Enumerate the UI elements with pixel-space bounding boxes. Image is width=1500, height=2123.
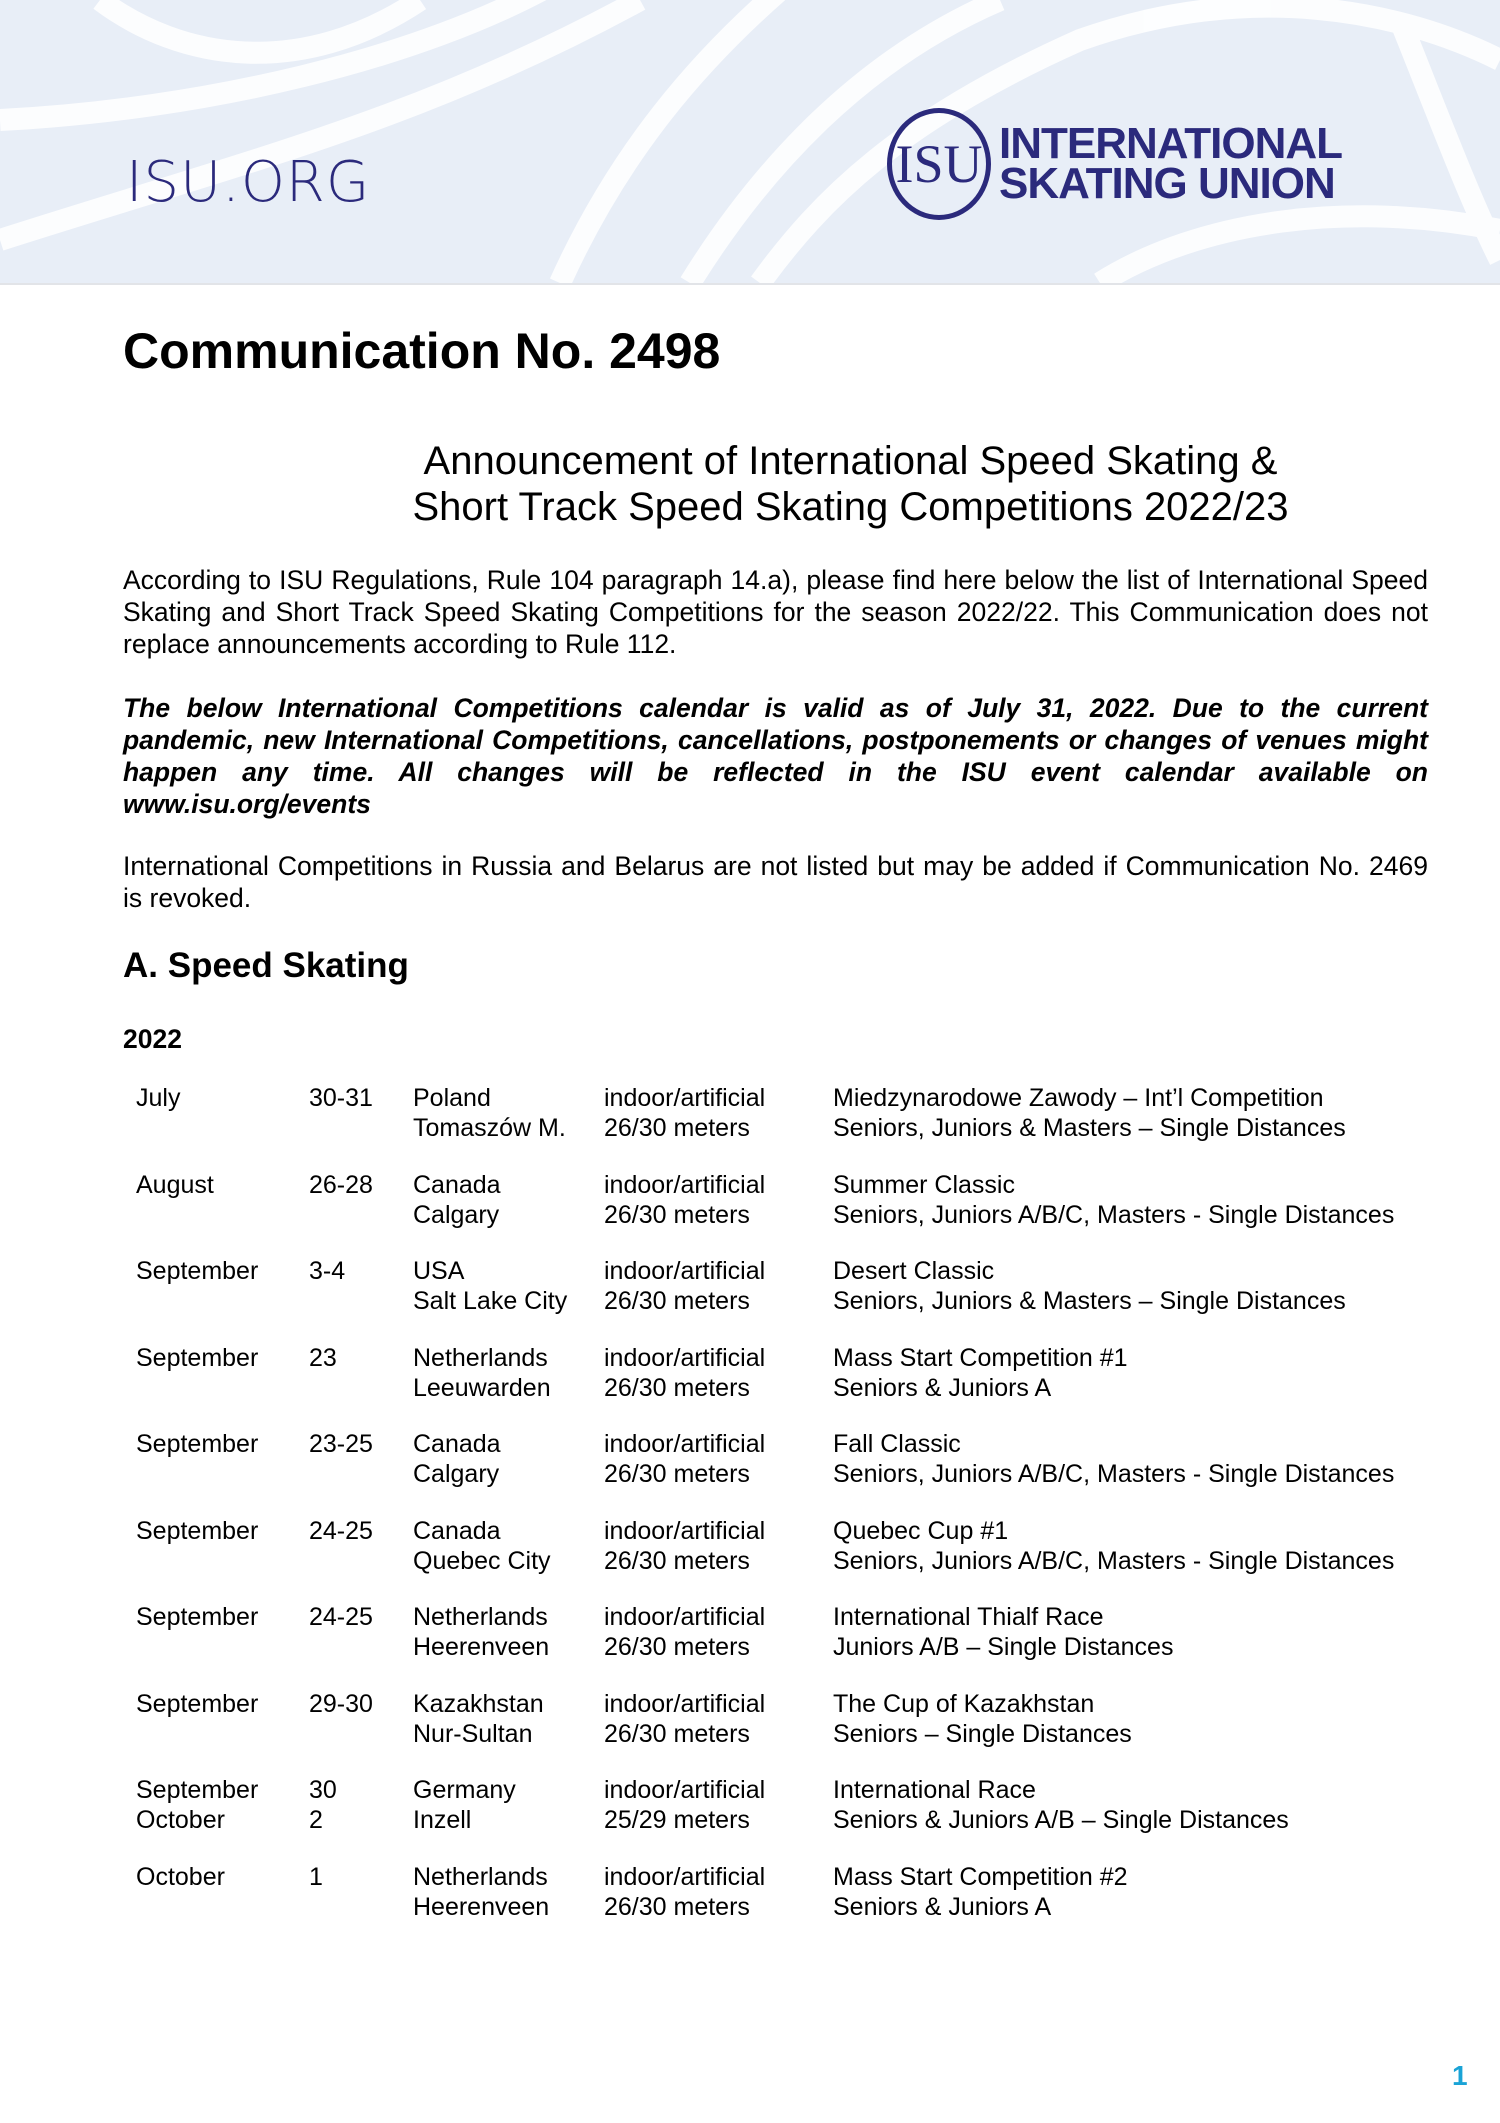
event-competition-category: Seniors & Juniors A <box>833 1373 1052 1402</box>
event-venue <box>604 1775 765 1835</box>
event-competition-category: Seniors, Juniors A/B/C, Masters - Single Distances <box>833 1460 1395 1488</box>
event-venue-track: 26/30 meters <box>604 1373 750 1402</box>
event-location <box>413 1689 544 1749</box>
event-competition-name: Fall Classic <box>833 1430 961 1458</box>
event-month: September October <box>136 1776 259 1834</box>
event-venue-track: 26/30 meters <box>604 1719 750 1748</box>
event-location <box>413 1083 566 1143</box>
event-month: July <box>136 1084 181 1112</box>
notice-paragraph: The below International Competitions calendar is valid as of July 31, 2022. Due to the current pandemic, new International Competitions, cancellations, postponements or changes of venues might happen any time. All changes will be reflected in the ISU event calendar available on www.isu.org/events <box>123 693 1428 819</box>
event-row <box>0 1689 1500 1753</box>
event-venue-track: 26/30 meters <box>604 1200 750 1229</box>
event-competition <box>833 1429 1394 1489</box>
year-heading: 2022 <box>123 1024 182 1054</box>
event-venue-venue: indoor/artificial <box>604 1257 766 1285</box>
event-competition <box>833 1516 1394 1576</box>
event-location-country: USA <box>413 1257 465 1285</box>
event-venue-track: 26/30 meters <box>604 1633 750 1661</box>
event-month: September <box>136 1689 259 1718</box>
event-location <box>413 1862 549 1922</box>
event-competition-category: Seniors – Single Distances <box>833 1719 1132 1748</box>
isu-logo <box>887 108 1342 220</box>
event-row <box>0 1602 1500 1666</box>
event-location-country: Netherlands <box>413 1343 548 1372</box>
event-location-country: Canada <box>413 1516 501 1545</box>
event-row <box>0 1775 1500 1839</box>
header-banner <box>0 0 1500 285</box>
event-location <box>413 1775 516 1835</box>
event-location-country: Canada <box>413 1430 501 1458</box>
event-location-city: Heerenveen <box>413 1892 550 1921</box>
event-location-country: Canada <box>413 1170 501 1199</box>
event-row <box>0 1429 1500 1493</box>
event-row <box>0 1083 1500 1147</box>
event-month: September <box>136 1603 259 1631</box>
event-venue-track: 25/29 meters <box>604 1806 750 1834</box>
event-row <box>0 1516 1500 1580</box>
event-competition <box>833 1775 1289 1835</box>
event-days: 30 2 <box>309 1776 337 1834</box>
event-days: 1 <box>309 1862 323 1891</box>
event-venue-track: 26/30 meters <box>604 1460 750 1488</box>
event-competition-name: Quebec Cup #1 <box>833 1516 1009 1545</box>
event-days: 23 <box>309 1343 337 1372</box>
event-location <box>413 1256 567 1316</box>
event-competition-name: Mass Start Competition #1 <box>833 1343 1128 1372</box>
event-venue-track: 26/30 meters <box>604 1546 750 1575</box>
event-days: 29-30 <box>309 1689 373 1718</box>
event-days: 24-25 <box>309 1516 373 1545</box>
event-location-city: Inzell <box>413 1806 472 1834</box>
event-location-city: Leeuwarden <box>413 1373 551 1402</box>
event-venue <box>604 1862 765 1922</box>
logo-name-line-2: SKATING UNION <box>999 159 1335 208</box>
event-competition-category: Seniors, Juniors A/B/C, Masters - Single Distances <box>833 1546 1395 1575</box>
event-venue-venue: indoor/artificial <box>604 1343 766 1372</box>
event-venue-track: 26/30 meters <box>604 1114 750 1142</box>
event-days: 23-25 <box>309 1430 373 1458</box>
event-competition-category: Seniors & Juniors A <box>833 1892 1052 1921</box>
event-location-city: Calgary <box>413 1200 500 1229</box>
event-venue <box>604 1343 765 1403</box>
event-row <box>0 1170 1500 1234</box>
event-competition-category: Seniors & Juniors A/B – Single Distances <box>833 1806 1289 1834</box>
event-venue-venue: indoor/artificial <box>604 1862 766 1891</box>
event-competition <box>833 1689 1132 1749</box>
event-competition <box>833 1256 1346 1316</box>
event-location <box>413 1343 551 1403</box>
event-location <box>413 1602 549 1662</box>
subtitle <box>123 438 1428 530</box>
page-number: 1 <box>1452 2060 1468 2091</box>
event-month: September <box>136 1430 259 1458</box>
event-location <box>413 1170 501 1230</box>
event-competition-name: International Thialf Race <box>833 1603 1104 1631</box>
event-competition-category: Seniors, Juniors A/B/C, Masters - Single Distances <box>833 1200 1395 1229</box>
event-competition-category: Seniors, Juniors & Masters – Single Distances <box>833 1114 1346 1142</box>
event-row <box>0 1256 1500 1320</box>
event-competition-name: International Race <box>833 1776 1036 1804</box>
event-venue-venue: indoor/artificial <box>604 1430 766 1458</box>
event-month: September <box>136 1343 259 1372</box>
event-venue <box>604 1256 765 1316</box>
logo-name-line-1: INTERNATIONAL <box>999 119 1343 168</box>
event-competition-category: Seniors, Juniors & Masters – Single Distances <box>833 1287 1346 1315</box>
event-location-city: Heerenveen <box>413 1633 550 1661</box>
event-location-city: Calgary <box>413 1460 500 1488</box>
event-competition-name: Summer Classic <box>833 1170 1015 1199</box>
event-days: 24-25 <box>309 1603 373 1631</box>
event-competition <box>833 1602 1173 1662</box>
event-row <box>0 1862 1500 1926</box>
site-url: ISU.ORG <box>126 150 371 215</box>
section-heading: A. Speed Skating <box>123 946 409 985</box>
event-venue-venue: indoor/artificial <box>604 1084 766 1112</box>
event-venue <box>604 1429 765 1489</box>
event-location-country: Kazakhstan <box>413 1689 544 1718</box>
intro-paragraph: According to ISU Regulations, Rule 104 paragraph 14.a), please find here below the list of International Speed Skating and Short Track Speed Skating Competitions for the season 2022/22. This Communication does not replace announcements according to Rule 112. <box>123 565 1428 659</box>
event-venue-venue: indoor/artificial <box>604 1776 766 1804</box>
event-competition <box>833 1862 1128 1922</box>
event-competition <box>833 1083 1346 1143</box>
event-competition-name: The Cup of Kazakhstan <box>833 1689 1095 1718</box>
event-days: 3-4 <box>309 1257 346 1285</box>
event-venue-track: 26/30 meters <box>604 1892 750 1921</box>
event-venue-venue: indoor/artificial <box>604 1170 766 1199</box>
page-title: Communication No. 2498 <box>123 323 721 379</box>
isu-logo-mark: ISU <box>887 108 991 220</box>
event-location-city: Quebec City <box>413 1546 551 1575</box>
event-venue-venue: indoor/artificial <box>604 1603 766 1631</box>
event-competition <box>833 1170 1394 1230</box>
event-month: September <box>136 1257 259 1285</box>
event-location <box>413 1429 501 1489</box>
event-venue <box>604 1170 765 1230</box>
event-location <box>413 1516 551 1576</box>
event-venue <box>604 1689 765 1749</box>
event-venue <box>604 1083 765 1143</box>
event-venue <box>604 1602 765 1662</box>
subtitle-line-1: Announcement of International Speed Skating & <box>423 439 1278 483</box>
event-location-city: Tomaszów M. <box>413 1114 566 1142</box>
subtitle-line-2: Short Track Speed Skating Competitions 2022/23 <box>412 485 1289 529</box>
event-competition-name: Mass Start Competition #2 <box>833 1862 1128 1891</box>
event-location-country: Germany <box>413 1776 516 1804</box>
event-location-country: Netherlands <box>413 1862 548 1891</box>
event-venue-venue: indoor/artificial <box>604 1689 766 1718</box>
event-location-city: Nur-Sultan <box>413 1719 533 1748</box>
russia-belarus-paragraph: International Competitions in Russia and Belarus are not listed but may be added if Communication No. 2469 is revoked. <box>123 851 1428 913</box>
event-location-city: Salt Lake City <box>413 1287 568 1315</box>
event-days: 30-31 <box>309 1084 373 1112</box>
event-competition-category: Juniors A/B – Single Distances <box>833 1633 1174 1661</box>
event-month: September <box>136 1516 259 1545</box>
event-row <box>0 1343 1500 1407</box>
event-competition-name: Desert Classic <box>833 1257 995 1285</box>
event-month: October <box>136 1862 225 1891</box>
event-venue <box>604 1516 765 1576</box>
event-competition <box>833 1343 1128 1403</box>
event-location-country: Netherlands <box>413 1603 548 1631</box>
event-days: 26-28 <box>309 1170 373 1199</box>
event-month: August <box>136 1170 214 1199</box>
event-competition-name: Miedzynarodowe Zawody – Int’l Competition <box>833 1084 1324 1112</box>
event-venue-venue: indoor/artificial <box>604 1516 766 1545</box>
event-venue-track: 26/30 meters <box>604 1287 750 1315</box>
event-location-country: Poland <box>413 1084 491 1112</box>
